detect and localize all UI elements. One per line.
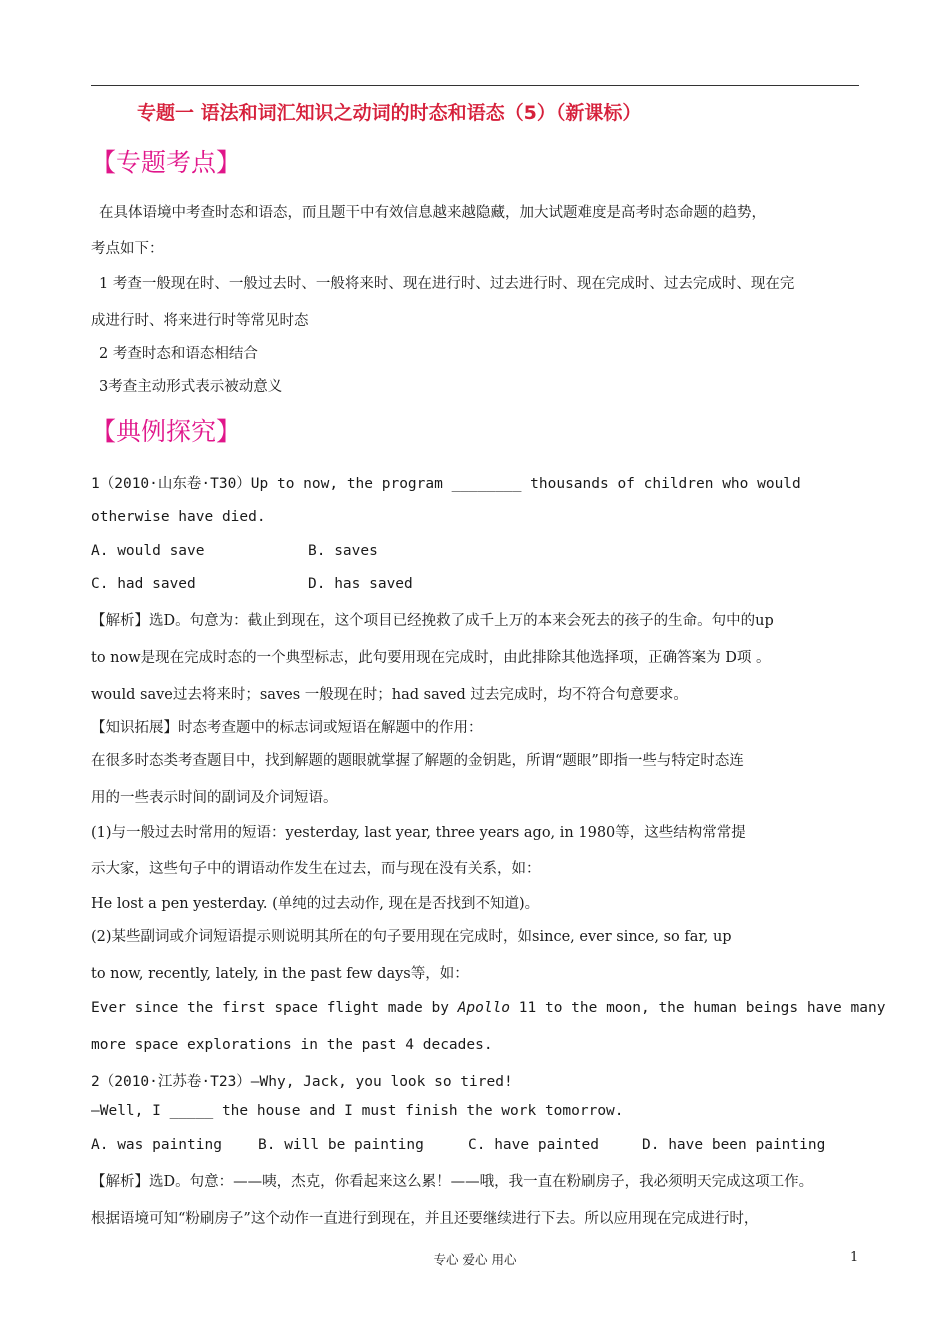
intro-line: 2 考查时态和语态相结合 (99, 346, 258, 362)
q1-option-b: B. saves (308, 543, 378, 559)
section-heading-exam-points: 【专题考点】 (91, 148, 242, 177)
q1-option-c: C. had saved (91, 576, 196, 592)
header-rule (91, 85, 859, 86)
extension-line: 在很多时态类考查题目中，找到解题的题眼就掌握了解题的金钥匙，所谓“题眼”即指一些与特定时态连 (91, 753, 744, 769)
extension-line: He lost a pen yesterday. (单纯的过去动作, 现在是否找到不知道)。 (91, 896, 540, 912)
example-text: Ever since the first space flight made by (91, 1000, 458, 1016)
page-footer: 专心 爱心 用心 (433, 1252, 517, 1267)
intro-line: 考点如下： (91, 241, 164, 257)
page-title: 专题一 语法和词汇知识之动词的时态和语态（5）（新课标） (137, 102, 642, 124)
extension-line: 示大家，这些句子中的谓语动作发生在过去，而与现在没有关系，如： (91, 861, 541, 877)
q1-stem-line: 1（2010·山东卷·T30）Up to now, the program ________ thousands of children who would (91, 476, 801, 492)
intro-line: 3考查主动形式表示被动意义 (99, 379, 283, 395)
intro-line: 在具体语境中考查时态和语态，而且题干中有效信息越来越隐藏，加大试题难度是高考时态命题的趋势， (99, 205, 766, 221)
intro-line: 成进行时、将来进行时等常见时态 (91, 313, 309, 329)
extension-line: (2)某些副词或介词短语提示则说明其所在的句子要用现在完成时，如since, ever since, so far, up (91, 929, 732, 945)
q2-option-a: A. was painting (91, 1137, 222, 1153)
q1-analysis-line: would save过去将来时；saves 一般现在时；had saved 过去完成时，均不符合句意要求。 (91, 687, 688, 703)
extension-line: 用的一些表示时间的副词及介词短语。 (91, 790, 338, 806)
q1-analysis-line: to now是现在完成时态的一个典型标志，此句要用现在完成时，由此排除其他选择项，正确答案为 D项 。 (91, 650, 771, 666)
example-italic-word: Apollo (457, 1000, 511, 1016)
q2-option-b: B. will be painting (258, 1137, 424, 1153)
knowledge-extension-title: 【知识拓展】时态考查题中的标志词或短语在解题中的作用： (91, 720, 483, 736)
extension-line: to now, recently, lately, in the past few days等，如： (91, 966, 469, 982)
q2-stem-line: —Well, I _____ the house and I must finish the work tomorrow. (91, 1103, 624, 1119)
example-sentence-line: more space explorations in the past 4 decades. (91, 1037, 493, 1053)
q2-option-c: C. have painted (468, 1137, 599, 1153)
section-heading-examples: 【典例探究】 (91, 417, 242, 446)
q1-stem-line: otherwise have died. (91, 509, 266, 525)
q2-option-d: D. have been painting (642, 1137, 826, 1153)
q1-analysis-line: 【解析】选D。句意为：截止到现在，这个项目已经挽救了成千上万的本来会死去的孩子的生命。句中的up (91, 613, 774, 629)
q2-stem-line: 2（2010·江苏卷·T23）—Why, Jack, you look so tired! (91, 1074, 513, 1090)
intro-line: 1 考查一般现在时、一般过去时、一般将来时、现在进行时、过去进行时、现在完成时、过去完成时、现在完 (99, 276, 795, 292)
q2-analysis-line: 【解析】选D。句意：——咦，杰克，你看起来这么累！——哦，我一直在粉刷房子，我必须明天完成这项工作。 (91, 1174, 814, 1190)
example-sentence-line (91, 1000, 885, 1016)
page-number: 1 (850, 1250, 859, 1265)
q1-option-a: A. would save (91, 543, 205, 559)
extension-line: (1)与一般过去时常用的短语：yesterday, last year, three years ago, in 1980等，这些结构常常提 (91, 825, 746, 841)
example-text: 11 to the moon, the human beings have many (510, 1000, 886, 1016)
q1-option-d: D. has saved (308, 576, 413, 592)
q2-analysis-line: 根据语境可知“粉刷房子”这个动作一直进行到现在，并且还要继续进行下去。所以应用现在完成进行时， (91, 1211, 759, 1227)
